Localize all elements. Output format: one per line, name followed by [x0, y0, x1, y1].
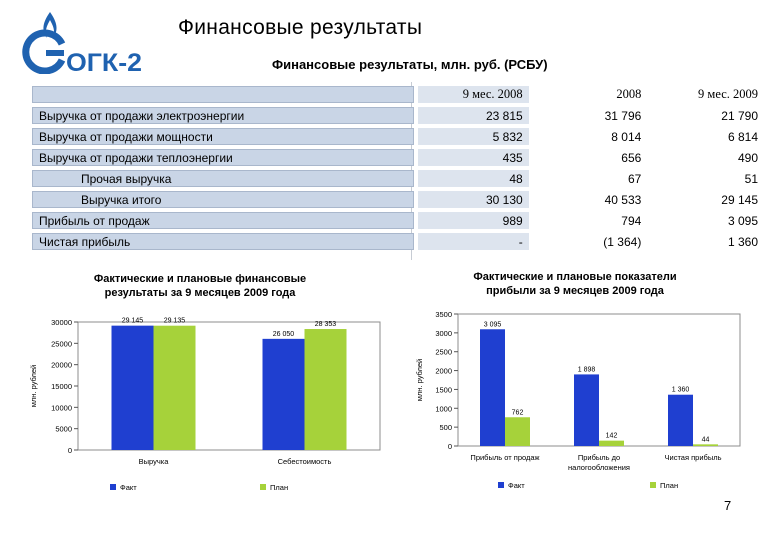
bar-факт — [480, 329, 505, 446]
x-tick-label: Прибыль до — [577, 453, 621, 462]
table-row — [32, 170, 764, 187]
y-tick-label: 2500 — [435, 347, 452, 357]
bar-факт — [112, 326, 154, 450]
cell-value: 51 — [744, 171, 758, 186]
y-tick-label: 500 — [439, 423, 452, 433]
financial-results-table — [32, 82, 764, 254]
y-tick-label: 10000 — [51, 403, 72, 413]
row-label: Выручка от продажи мощности — [32, 128, 414, 145]
y-tick-label: 2000 — [435, 366, 452, 376]
cell-value: 21 790 — [721, 108, 758, 123]
row-label: Прибыль от продаж — [32, 212, 414, 229]
cell-value: 29 145 — [721, 192, 758, 207]
table-header-row — [32, 86, 764, 103]
bar-факт — [263, 339, 305, 450]
legend-swatch — [498, 482, 504, 488]
bar-план — [693, 444, 718, 446]
bar-план — [599, 441, 624, 446]
cell-value: 40 533 — [604, 192, 642, 207]
row-label: Прочая выручка — [32, 170, 414, 187]
legend-label: Факт — [120, 483, 137, 492]
bar-факт — [668, 395, 693, 446]
cell-value: 3 095 — [727, 213, 758, 228]
bar-план — [505, 417, 530, 446]
table-row — [32, 233, 764, 250]
cell-value: 656 — [621, 150, 642, 165]
company-logo — [10, 8, 160, 74]
cell-value: 5 832 — [418, 128, 529, 145]
cell-value: 6 814 — [727, 129, 758, 144]
data-label: 26 050 — [272, 330, 295, 338]
x-tick-label: Выручка — [138, 457, 169, 466]
logo-text: ОГК-2 — [66, 49, 142, 74]
y-tick-label: 20000 — [51, 360, 72, 370]
legend-swatch — [110, 484, 116, 490]
row-label: Чистая прибыль — [32, 233, 414, 250]
y-axis-label: млн. рублей — [29, 364, 38, 408]
table-row — [32, 191, 764, 208]
row-label: Выручка от продажи теплоэнергии — [32, 149, 414, 166]
cell-value: 989 — [418, 212, 529, 229]
data-label: 1 360 — [671, 386, 690, 394]
cell-value: 435 — [418, 149, 529, 166]
bar-план — [305, 329, 347, 450]
x-tick-label: Чистая прибыль — [664, 453, 722, 462]
y-tick-label: 1000 — [435, 404, 452, 414]
cell-value: 8 014 — [611, 129, 642, 144]
y-tick-label: 5000 — [55, 424, 72, 434]
y-tick-label: 15000 — [51, 382, 72, 391]
cell-value: - — [418, 233, 529, 250]
col-header-9m-2008: 9 мес. 2008 — [418, 86, 529, 103]
legend-swatch — [650, 482, 656, 488]
cell-value: 23 815 — [418, 107, 529, 124]
page-title: Финансовые результаты — [178, 16, 423, 39]
y-tick-label: 0 — [67, 446, 72, 455]
profit-chart — [410, 300, 760, 500]
bar-факт — [574, 374, 599, 446]
cell-value: 30 130 — [418, 191, 529, 208]
page-number: 7 — [724, 498, 732, 513]
y-tick-label: 0 — [447, 442, 452, 451]
legend-label: План — [660, 481, 679, 490]
data-label: 1 898 — [577, 366, 596, 374]
table-row — [32, 128, 764, 145]
data-label: 29 145 — [121, 317, 144, 325]
cell-value: (1 364) — [603, 234, 642, 249]
cell-value: 48 — [418, 170, 529, 187]
row-label: Выручка итого — [32, 191, 414, 208]
legend-swatch — [260, 484, 266, 490]
y-tick-label: 30000 — [51, 318, 72, 327]
data-label: 29 135 — [163, 317, 186, 325]
table-row — [32, 107, 764, 124]
x-tick-label: Себестоимость — [277, 457, 332, 466]
y-axis-label: млн. рублей — [415, 358, 424, 402]
legend-label: План — [270, 483, 289, 492]
data-label: 28 353 — [314, 321, 337, 329]
chart1-title: Фактические и плановые финансовые результаты за 9 месяцев 2009 года — [93, 273, 307, 299]
legend-label: Факт — [508, 481, 525, 490]
y-tick-label: 25000 — [51, 339, 72, 349]
table-header-label-cell — [32, 86, 414, 103]
x-tick-label: Прибыль от продаж — [470, 453, 540, 462]
data-label: 762 — [511, 409, 524, 417]
table-row — [32, 212, 764, 229]
y-tick-label: 3500 — [435, 310, 452, 319]
data-label: 44 — [701, 436, 710, 444]
y-tick-label: 1500 — [435, 385, 452, 395]
col-header-2008: 2008 — [616, 87, 642, 101]
page-subtitle: Финансовые результаты, млн. руб. (РСБУ) — [272, 57, 548, 72]
cell-value: 1 360 — [727, 234, 758, 249]
x-tick-label: налогообложения — [568, 463, 630, 472]
data-label: 142 — [605, 432, 618, 440]
bar-план — [154, 326, 196, 450]
chart2-title: Фактические и плановые показатели прибыли за 9 месяцев 2009 года — [473, 271, 677, 297]
cell-value: 490 — [737, 150, 758, 165]
cell-value: 794 — [621, 213, 642, 228]
cell-value: 31 796 — [604, 108, 642, 123]
col-header-9m-2009: 9 мес. 2009 — [698, 87, 758, 101]
data-label: 3 095 — [483, 321, 502, 329]
y-tick-label: 3000 — [435, 328, 452, 338]
financial-results-chart — [28, 300, 408, 500]
cell-value: 67 — [627, 171, 642, 186]
row-label: Выручка от продажи электроэнергии — [32, 107, 414, 124]
table-row — [32, 149, 764, 166]
